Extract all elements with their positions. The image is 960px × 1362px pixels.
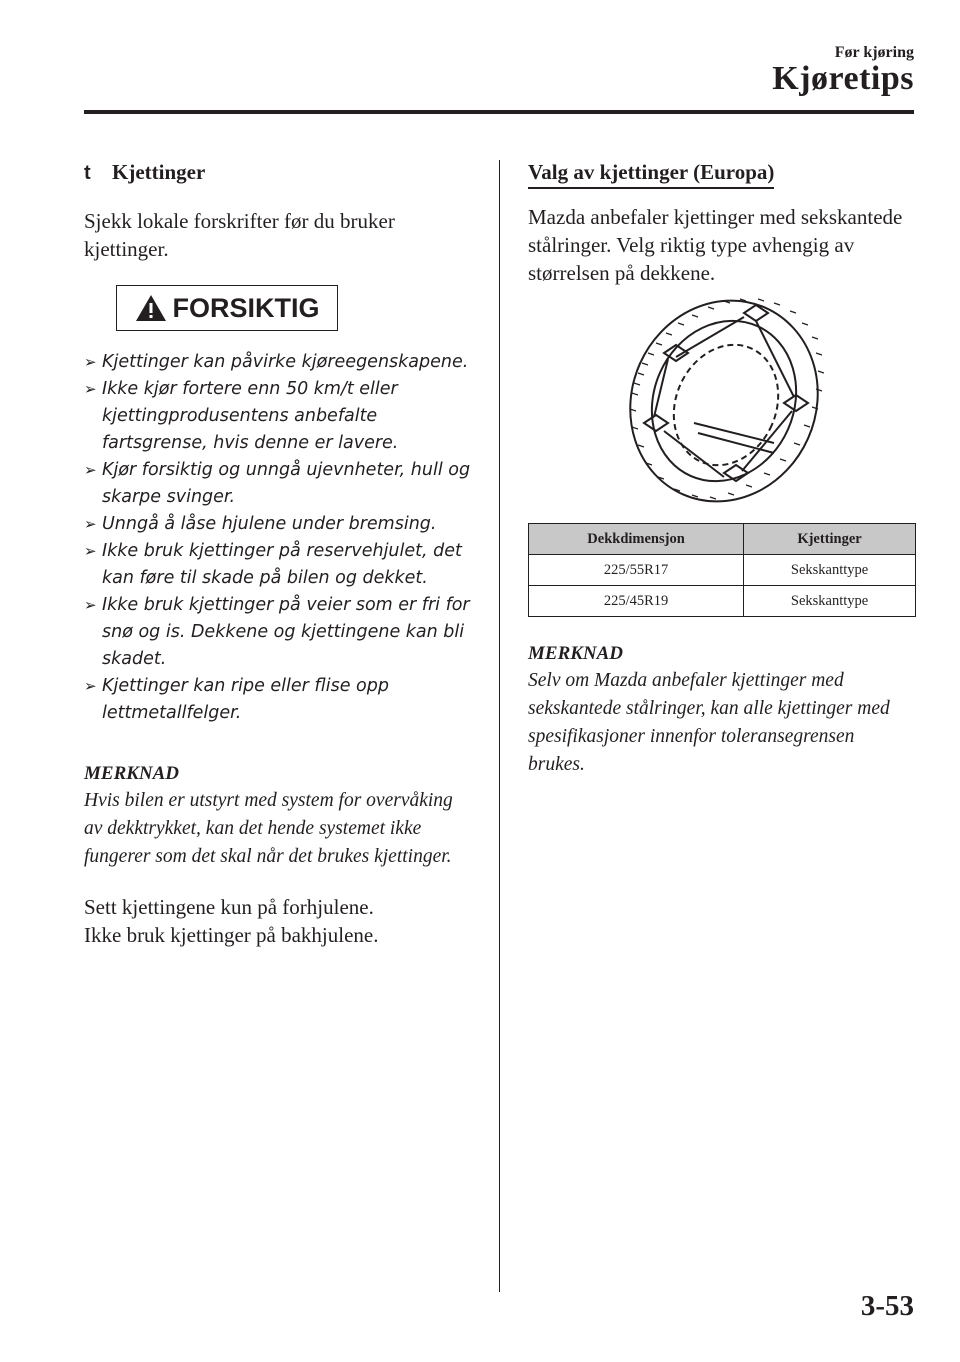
cell-chain-type: Sekskanttype xyxy=(744,555,916,586)
header-rule xyxy=(84,110,914,114)
section-bullet-icon: t xyxy=(84,162,91,184)
cell-tire-size: 225/55R17 xyxy=(529,555,744,586)
arrow-bullet-icon: ➢ xyxy=(84,596,97,614)
arrow-bullet-icon: ➢ xyxy=(84,677,97,695)
table-header-row xyxy=(529,524,916,555)
list-item: ➢ Ikke bruk kjettinger på reservehjulet, det kan føre til skade på bilen og dekket. xyxy=(84,538,476,592)
arrow-bullet-icon: ➢ xyxy=(84,461,97,479)
note-heading: MERKNAD xyxy=(84,763,180,784)
page-number: 3-53 xyxy=(860,1290,914,1322)
outro-line-1: Sett kjettingene kun på forhjulene. xyxy=(84,895,374,919)
cell-chain-type: Sekskanttype xyxy=(744,586,916,617)
list-item: ➢ Kjettinger kan ripe eller flise opp lettmetallfelger. xyxy=(84,673,476,727)
header-chains: Kjettinger xyxy=(744,524,916,555)
arrow-bullet-icon: ➢ xyxy=(84,353,97,371)
section-title: Kjøretips xyxy=(772,60,914,97)
table-row xyxy=(529,586,916,617)
kjettinger-title: Kjettinger xyxy=(112,160,206,184)
outro-line-2: Ikke bruk kjettinger på bakhjulene. xyxy=(84,923,379,947)
list-item: ➢ Unngå å låse hjulene under bremsing. xyxy=(84,511,476,538)
kjettinger-heading xyxy=(84,160,476,185)
arrow-bullet-icon: ➢ xyxy=(84,515,97,533)
caution-label: FORSIKTIG xyxy=(172,292,320,323)
arrow-bullet-icon: ➢ xyxy=(84,380,97,398)
tire-chain-illustration xyxy=(624,293,824,509)
table-row xyxy=(529,555,916,586)
list-item: ➢ Ikke bruk kjettinger på veier som er fri for snø og is. Dekkene og kjettingene kan bli skadet. xyxy=(84,592,476,673)
left-column xyxy=(84,160,476,949)
list-item: ➢ Kjettinger kan påvirke kjøreegenskapene. xyxy=(84,349,476,376)
kjettinger-intro: Sjekk lokale forskrifter før du bruker kjettinger. xyxy=(84,209,395,261)
tire-chain-table xyxy=(528,523,916,617)
cell-tire-size: 225/45R19 xyxy=(529,586,744,617)
chapter-label: Før kjøring xyxy=(834,44,914,61)
europe-intro: Mazda anbefaler kjettinger med sekskantede stålringer. Velg riktig type avhengig av størrelsen på dekkene. xyxy=(528,205,903,285)
note-text: Hvis bilen er utstyrt med system for overvåking av dekktrykket, kan det hende systemet ikke fungerer som det skal når det brukes kjettinger. xyxy=(84,790,453,867)
arrow-bullet-icon: ➢ xyxy=(84,542,97,560)
right-column xyxy=(528,160,916,779)
header-tire-size: Dekkdimensjon xyxy=(529,524,744,555)
caution-list xyxy=(84,349,476,727)
note-heading: MERKNAD xyxy=(528,643,624,664)
caution-box xyxy=(116,285,338,331)
warning-triangle-icon xyxy=(135,294,167,322)
note-text: Selv om Mazda anbefaler kjettinger med sekskantede stålringer, kan alle kjettinger med spesifikasjoner innenfor toleransegrensen brukes. xyxy=(528,670,890,775)
column-divider xyxy=(499,160,500,1292)
list-item: ➢ Kjør forsiktig og unngå ujevnheter, hull og skarpe svinger. xyxy=(84,457,476,511)
europe-subtitle: Valg av kjettinger (Europa) xyxy=(528,160,774,189)
list-item: ➢ Ikke kjør fortere enn 50 km/t eller kjettingprodusentens anbefalte fartsgrense, hvis denne er lavere. xyxy=(84,376,476,457)
